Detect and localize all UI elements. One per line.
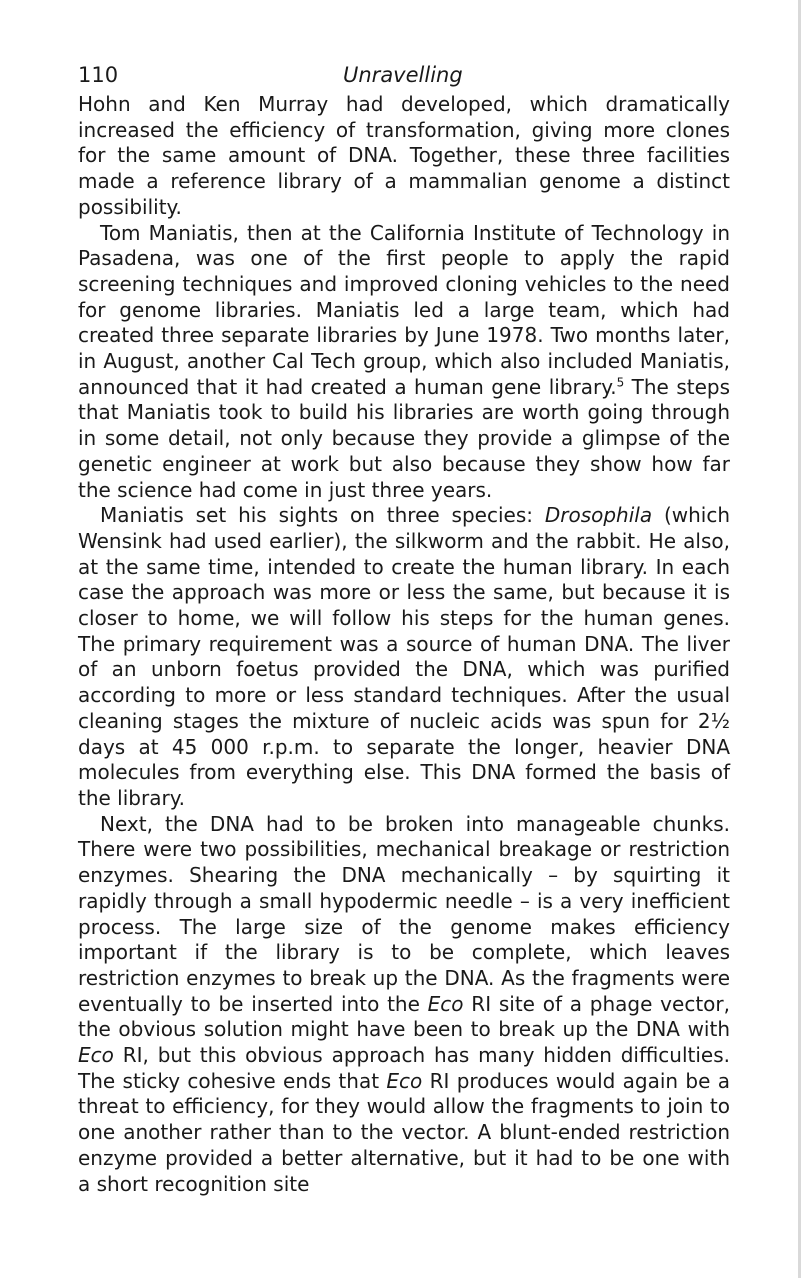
italic-term: Drosophila bbox=[544, 503, 653, 528]
paragraph-text: (which Wensink had used earlier), the silkworm and the rabbit. He also, at the same time, intended to create the human library. In each case the approach was more or less the same, but because it is closer to home, we will follow his steps for the human genes. The primary requirement was a source of human DNA. The liver of an unborn foetus provided the DNA, which was purified according to more or less standard techniques. After the usual cleaning stages the mixture of nucleic acids was spun for 2½ days at 45 000 r.p.m. to separate the longer, heavier DNA molecules from everything else. This DNA formed the basis of the library. bbox=[78, 503, 731, 810]
running-head: Unravelling bbox=[343, 63, 463, 87]
italic-term: Eco bbox=[427, 991, 464, 1016]
paragraph-text: Hohn and Ken Murray had developed, which dramatically increased the efficiency of transformation, giving more clones for the same amount of DNA. Together, these three facilities made a reference library of a mammalian genome a distinct possibility. bbox=[78, 92, 730, 219]
paragraph bbox=[78, 221, 730, 504]
body-text bbox=[78, 92, 730, 1197]
paragraph-text: Maniatis set his sights on three species: bbox=[100, 503, 545, 528]
paragraph-text: The steps that Maniatis took to build his libraries are worth going through in some detail, not only because they provide a glimpse of the genetic engineer at work but also because they show how far the science had come in just three years. bbox=[78, 374, 731, 502]
page-header bbox=[78, 60, 738, 90]
italic-term: Eco bbox=[386, 1068, 423, 1093]
paragraph-text: RI site of a phage vector, the obvious solution might have been to break up the DNA with bbox=[78, 991, 730, 1042]
italic-term: Eco bbox=[78, 1043, 114, 1068]
paragraph bbox=[78, 812, 730, 1198]
paragraph-text: RI, but this obvious approach has many hidden difficulties. The sticky cohesive ends that bbox=[78, 1043, 730, 1093]
paragraph bbox=[78, 92, 730, 221]
paragraph-text: Tom Maniatis, then at the California Institute of Technology in Pasadena, was one of the first people to apply the rapid screening techniques and improved cloning vehicles to the need for genome libraries. Maniatis led a large team, which had created three separate libraries by June 1978. Two months later, in August, another Cal Tech group, which also included Maniatis, announced that it had created a human gene library. bbox=[78, 220, 730, 399]
page-number: 110 bbox=[78, 63, 119, 87]
paragraph-text: RI produces would again be a threat to efficiency, for they would allow the fragments to join to one another rather than to the vector. A blunt-ended restriction enzyme provided a better alternative, but it had to be one with a short recognition site bbox=[78, 1068, 730, 1196]
footnote-reference: 5 bbox=[616, 375, 625, 390]
paragraph-text: Next, the DNA had to be broken into manageable chunks. There were two possibilities, mechanical breakage or restriction enzymes. Shearing the DNA mechanically – by squirting it rapidly through a small hypodermic needle – is a very inefficient process. The large size of the genome makes efficiency important if the library is to be complete, which leaves restriction enzymes to break up the DNA. As the fragments were eventually to be inserted into the bbox=[78, 811, 730, 1016]
paragraph bbox=[78, 503, 730, 811]
